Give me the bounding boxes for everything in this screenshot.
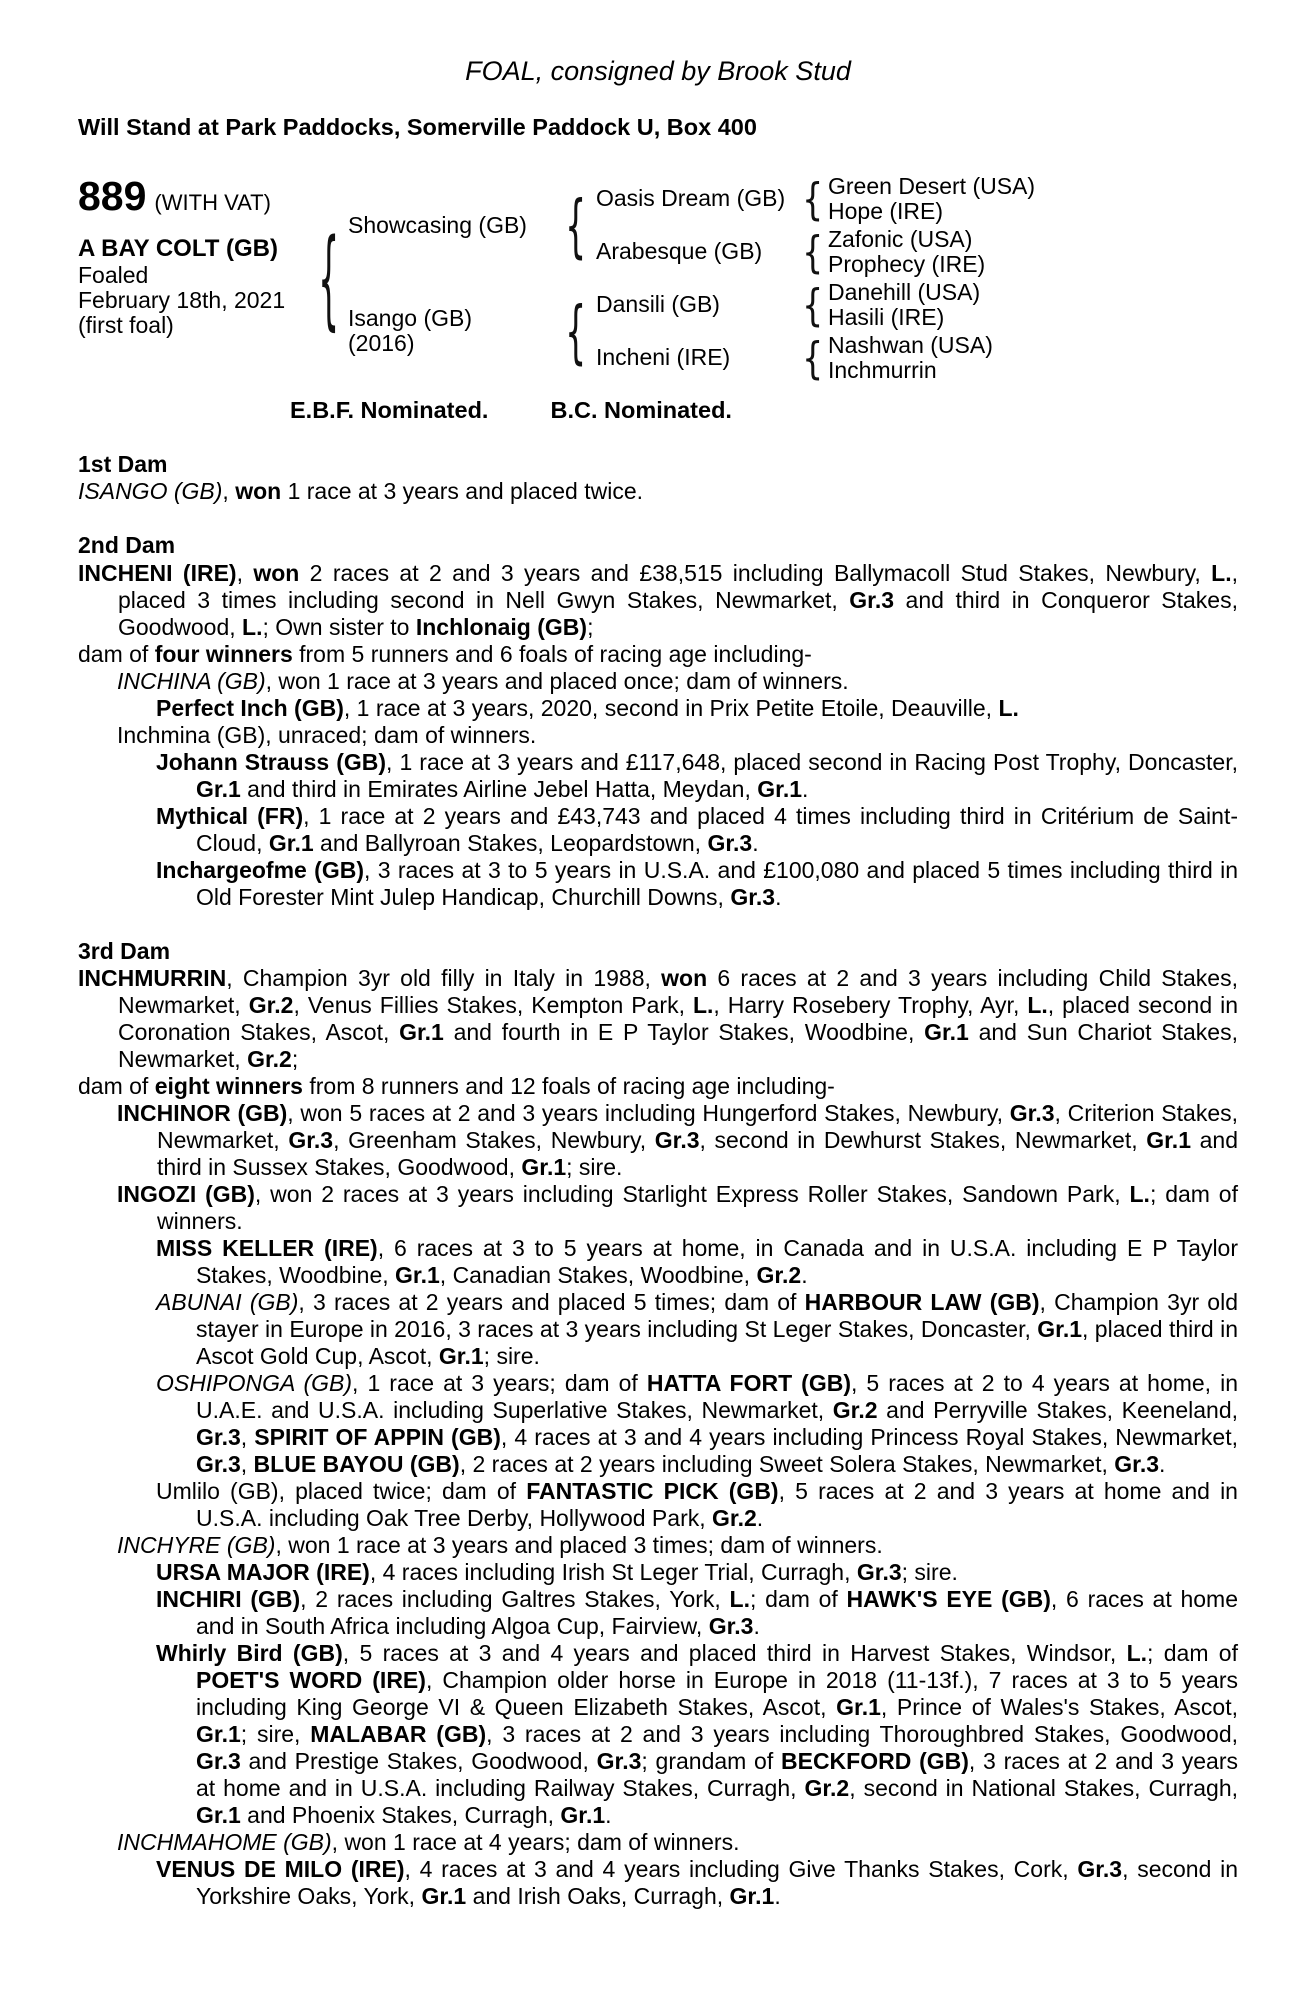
text-run: ,: [240, 1450, 254, 1477]
text-run: , 1 race at 3 years, 2020, second in Prix Petite Etoile, Deauville,: [343, 694, 999, 721]
pedigree-paragraph: [78, 1478, 1238, 1532]
text-run: FANTASTIC PICK (GB): [526, 1477, 779, 1504]
text-run: Gr.1: [399, 1018, 444, 1045]
pedigree-paragraph: [78, 1289, 1238, 1370]
dam-dam-sire-name: Nashwan (USA): [828, 331, 993, 358]
text-run: and third in Sussex Stakes, Goodwood,: [157, 1126, 1238, 1180]
stand-location: Will Stand at Park Paddocks, Somerville Paddock U, Box 400: [78, 113, 757, 140]
pedigree-paragraph: [78, 1532, 1238, 1559]
brace-dam-sire-parents: [798, 280, 828, 330]
text-run: , won 1 race at 4 years; dam of winners.: [331, 1828, 740, 1855]
text-run: , 3 races at 2 and 3 years including Thoroughbred Stakes, Goodwood,: [486, 1720, 1239, 1747]
text-run: INCHINA (GB): [117, 667, 266, 694]
text-run: , second in Dewhurst Stakes, Newmarket,: [699, 1126, 1147, 1153]
text-run: , 4 races including Irish St Leger Trial, Curragh,: [369, 1558, 857, 1585]
pedigree-paragraph: [78, 1100, 1238, 1181]
text-run: INCHENI (IRE): [78, 559, 237, 586]
text-run: , 6 races at 3 to 5 years at home, in Canada and in U.S.A. including E P Taylor Stakes, Woodbine,: [196, 1234, 1239, 1288]
text-run: BECKFORD (GB): [781, 1747, 969, 1774]
pedigree-sire: [348, 174, 556, 277]
text-run: INGOZI (GB): [117, 1180, 255, 1207]
text-run: Gr.1: [268, 829, 314, 856]
text-run: Gr.1: [421, 1882, 467, 1909]
section-heading: 3rd Dam: [78, 937, 171, 964]
text-run: Perfect Inch (GB): [156, 694, 344, 721]
text-run: , won 2 races at 3 years including Starlight Express Roller Stakes, Sandown Park,: [254, 1180, 1130, 1207]
text-run: Gr.1: [1037, 1315, 1083, 1342]
pedigree-sire-sire: [596, 174, 798, 224]
text-run: L.: [1129, 1180, 1150, 1207]
text-run: and third in Conqueror Stakes, Goodwood,: [118, 586, 1238, 640]
text-run: Gr.3: [196, 1450, 241, 1477]
text-run: Gr.3: [856, 1558, 902, 1585]
horse-name: A BAY COLT (GB): [78, 234, 279, 262]
lot-number: 889: [78, 172, 147, 219]
text-run: Gr.2: [248, 991, 294, 1018]
sire-dam-name: Arabesque (GB): [596, 238, 763, 265]
text-run: Gr.3: [196, 1423, 241, 1450]
text-run: Gr.2: [756, 1261, 802, 1288]
text-run: , Champion 3yr old stayer in Europe in 2016, 3 races at 3 years including St Leger Stakes, Doncaster,: [196, 1288, 1239, 1342]
pedigree-ggp-pair-1: [828, 174, 1238, 224]
pedigree-dam-sire: [596, 280, 798, 330]
text-run: INCHIRI (GB): [156, 1585, 301, 1612]
pedigree-paragraph: [78, 749, 1238, 803]
text-run: , 4 races at 3 and 4 years including Give Thanks Stakes, Cork,: [404, 1855, 1078, 1882]
pedigree-ggp-pair-2: [828, 227, 1238, 277]
text-run: .: [801, 1261, 808, 1288]
text-run: , Criterion Stakes, Newmarket,: [157, 1099, 1238, 1153]
text-run: , Canadian Stakes, Woodbine,: [439, 1261, 757, 1288]
brace-parents: [310, 174, 348, 383]
text-run: Gr.3: [596, 1747, 642, 1774]
sire-dam-sire-name: Zafonic (USA): [828, 225, 973, 252]
text-run: Gr.1: [757, 775, 803, 802]
text-run: Gr.3: [730, 883, 776, 910]
brace-dam-parents: [556, 280, 596, 383]
pedigree-table: [78, 174, 1238, 383]
text-run: and Phoenix Stakes, Curragh,: [240, 1801, 561, 1828]
text-run: , won 1 race at 3 years and placed once; dam of winners.: [265, 667, 849, 694]
text-run: Gr.3: [654, 1126, 700, 1153]
text-run: Gr.2: [832, 1396, 878, 1423]
text-run: ; grandam of: [641, 1747, 781, 1774]
text-run: , 3 races at 2 years and placed 5 times; dam of: [298, 1288, 805, 1315]
text-run: dam of: [78, 640, 155, 667]
text-run: , 1 race at 2 years and £43,743 and placed 4 times including third in Critérium de Saint-Cloud,: [196, 802, 1239, 856]
text-run: , won 1 race at 3 years and placed 3 times; dam of winners.: [275, 1531, 883, 1558]
text-run: .: [774, 1882, 781, 1909]
text-run: ; Own sister to: [262, 613, 416, 640]
dam-name: Isango (GB): [348, 305, 472, 332]
dam-sire-name: Dansili (GB): [596, 291, 720, 318]
dam-dam-dam-name: Inchmurrin: [828, 356, 937, 383]
dam-year: (2016): [348, 330, 415, 357]
text-run: Gr.1: [1146, 1126, 1191, 1153]
text-run: VENUS DE MILO (IRE): [156, 1855, 405, 1882]
pedigree-paragraph: [78, 695, 1238, 722]
text-run: URSA MAJOR (IRE): [156, 1558, 370, 1585]
text-run: and third in Emirates Airline Jebel Hatta, Meydan,: [240, 775, 758, 802]
text-run: HARBOUR LAW (GB): [804, 1288, 1040, 1315]
pedigree-paragraph: [78, 965, 1238, 1073]
pedigree-sections: [78, 451, 1238, 1909]
text-run: , second in Yorkshire Oaks, York,: [196, 1855, 1238, 1909]
text-run: and Irish Oaks, Curragh,: [466, 1882, 730, 1909]
brace-dam-dam-parents: [798, 333, 828, 383]
text-run: , second in National Stakes, Curragh,: [849, 1774, 1238, 1801]
text-run: , 5 races at 2 and 3 years at home and in U.S.A. including Oak Tree Derby, Hollywood Park,: [196, 1477, 1238, 1531]
text-run: 1 race at 3 years and placed twice.: [281, 478, 643, 505]
text-run: Gr.3: [288, 1126, 334, 1153]
text-run: ;: [291, 1045, 299, 1072]
text-run: Inchargeofme (GB): [156, 856, 364, 883]
text-run: , 5 races at 2 to 4 years at home, in U.A.E. and U.S.A. including Superlative Stakes, Newmarket,: [196, 1369, 1239, 1423]
pedigree-paragraph: [78, 641, 1238, 668]
section-heading: 2nd Dam: [78, 532, 176, 559]
text-run: ; sire.: [566, 1153, 623, 1180]
text-run: ABUNAI (GB): [156, 1288, 299, 1315]
pedigree-ggp-pair-3: [828, 280, 1238, 330]
text-run: L.: [1211, 559, 1232, 586]
text-run: Johann Strauss (GB): [156, 748, 387, 775]
text-run: Gr.1: [560, 1801, 606, 1828]
ebf-nominated-label: E.B.F. Nominated.: [290, 396, 489, 423]
text-run: INCHINOR (GB): [117, 1099, 288, 1126]
text-run: Gr.1: [196, 1720, 241, 1747]
text-run: Gr.1: [196, 1801, 241, 1828]
text-run: and Sun Chariot Stakes, Newmarket,: [118, 1018, 1238, 1072]
dam-sire-sire-name: Danehill (USA): [828, 278, 981, 305]
text-run: eight winners: [154, 1072, 303, 1099]
pedigree-paragraph: [78, 1640, 1238, 1829]
text-run: MALABAR (GB): [310, 1720, 487, 1747]
nominations-line: [290, 397, 1238, 425]
text-run: ,: [236, 559, 254, 586]
pedigree-paragraph: [78, 1856, 1238, 1910]
pedigree-paragraph: [78, 560, 1238, 641]
text-run: ; dam of: [749, 1585, 847, 1612]
text-run: HATTA FORT (GB): [646, 1369, 851, 1396]
text-run: HAWK'S EYE (GB): [846, 1585, 1051, 1612]
text-run: INCHMAHOME (GB): [117, 1828, 332, 1855]
text-run: Gr.3: [1114, 1450, 1160, 1477]
text-run: .: [1159, 1450, 1166, 1477]
text-run: .: [756, 1504, 764, 1531]
text-run: L.: [1126, 1639, 1148, 1666]
foaled-label: Foaled: [78, 261, 149, 288]
text-run: , 2 races at 2 years including Sweet Solera Stakes, Newmarket,: [459, 1450, 1115, 1477]
text-run: .: [605, 1801, 612, 1828]
text-run: Gr.2: [712, 1504, 757, 1531]
brace-sire-dam-parents: [798, 227, 828, 277]
text-run: ; sire.: [483, 1342, 540, 1369]
text-run: , placed second in Coronation Stakes, Ascot,: [118, 991, 1238, 1045]
text-run: .: [775, 883, 782, 910]
text-run: won: [661, 964, 708, 991]
text-run: Whirly Bird (GB): [156, 1639, 343, 1666]
text-run: Mythical (FR): [156, 802, 304, 829]
text-run: Gr.3: [708, 1612, 754, 1639]
text-run: 6 races at 2 and 3 years including Child Stakes, Newmarket,: [118, 964, 1238, 1018]
text-run: , 3 races at 3 to 5 years in U.S.A. and £100,080 and placed 5 times including third in Old Forester Mint Julep Handicap, Churchill Downs,: [196, 856, 1238, 910]
text-run: ; sire.: [901, 1558, 958, 1585]
consignment-title: FOAL, consigned by Brook Stud: [465, 56, 851, 86]
text-run: , Venus Fillies Stakes, Kempton Park,: [293, 991, 693, 1018]
text-run: four winners: [154, 640, 293, 667]
text-run: INCHYRE (GB): [117, 1531, 276, 1558]
brace-sire-sire-parents: [798, 174, 828, 224]
text-run: Gr.1: [924, 1018, 969, 1045]
text-run: ; dam of winners.: [157, 1180, 1238, 1234]
text-run: Gr.1: [836, 1693, 881, 1720]
text-run: , won 5 races at 2 and 3 years including Hungerford Stakes, Newbury,: [287, 1099, 1010, 1126]
pedigree-paragraph: [78, 668, 1238, 695]
text-run: INCHMURRIN: [78, 964, 227, 991]
dam-dam-name: Incheni (IRE): [596, 344, 731, 371]
pedigree-paragraph: [78, 803, 1238, 857]
pedigree-paragraph: [78, 1559, 1238, 1586]
text-run: Inchmina (GB), unraced; dam of winners.: [117, 721, 537, 748]
text-run: L.: [1027, 991, 1048, 1018]
text-run: Gr.3: [196, 1747, 241, 1774]
text-run: L.: [998, 694, 1019, 721]
text-run: from 8 runners and 12 foals of racing age including-: [302, 1072, 835, 1099]
text-run: L.: [242, 613, 263, 640]
text-run: Gr.2: [804, 1774, 850, 1801]
text-run: 2 races at 2 and 3 years and £38,515 including Ballymacoll Stud Stakes, Newbury,: [299, 559, 1212, 586]
lot-number-line: [78, 172, 310, 219]
text-run: , placed 3 times including second in Nell Gwyn Stakes, Newmarket,: [118, 559, 1238, 613]
text-run: Gr.1: [729, 1882, 775, 1909]
text-run: ,: [240, 1423, 255, 1450]
text-run: L.: [692, 991, 714, 1018]
text-run: Gr.3: [1077, 1855, 1123, 1882]
pedigree-sire-dam: [596, 227, 798, 277]
sire-sire-dam-name: Hope (IRE): [828, 197, 944, 224]
text-run: , 2 races including Galtres Stakes, York,: [300, 1585, 730, 1612]
sire-name: Showcasing (GB): [348, 211, 527, 238]
text-run: and Prestige Stakes, Goodwood,: [240, 1747, 597, 1774]
first-foal-note: (first foal): [78, 311, 174, 338]
text-run: and fourth in E P Taylor Stakes, Woodbine,: [443, 1018, 925, 1045]
section-heading: 1st Dam: [78, 451, 168, 478]
pedigree-paragraph: [78, 1586, 1238, 1640]
sire-sire-sire-name: Green Desert (USA): [828, 172, 1036, 199]
text-run: SPIRIT OF APPIN (GB): [254, 1423, 501, 1450]
pedigree-ggp-pair-4: [828, 333, 1238, 383]
text-run: .: [752, 829, 759, 856]
text-run: MISS KELLER (IRE): [156, 1234, 378, 1261]
text-run: BLUE BAYOU (GB): [253, 1450, 460, 1477]
lot-vat-note: (WITH VAT): [154, 189, 271, 215]
text-run: won: [253, 559, 300, 586]
text-run: L.: [729, 1585, 750, 1612]
text-run: ,: [222, 478, 236, 505]
text-run: Gr.1: [438, 1342, 484, 1369]
text-run: Gr.1: [521, 1153, 567, 1180]
text-run: , Harry Rosebery Trophy, Ayr,: [713, 991, 1028, 1018]
text-run: , 4 races at 3 and 4 years including Princess Royal Stakes, Newmarket,: [500, 1423, 1239, 1450]
text-run: .: [753, 1612, 760, 1639]
text-run: , Champion older horse in Europe in 2018 (11-13f.), 7 races at 3 to 5 years including King George VI & Queen Elizabeth Stakes, Ascot,: [196, 1666, 1238, 1720]
bc-nominated-label: B.C. Nominated.: [550, 396, 732, 423]
pedigree-paragraph: [78, 1181, 1238, 1235]
text-run: Inchlonaig (GB): [415, 613, 588, 640]
pedigree-paragraph: [78, 1829, 1238, 1856]
text-run: OSHIPONGA (GB): [156, 1369, 353, 1396]
text-run: , 1 race at 3 years; dam of: [352, 1369, 647, 1396]
text-run: , placed third in Ascot Gold Cup, Ascot,: [196, 1315, 1239, 1369]
pedigree-dam-dam: [596, 333, 798, 383]
foaled-date: February 18th, 2021: [78, 286, 286, 313]
pedigree-paragraph: [78, 478, 1238, 505]
text-run: ISANGO (GB): [78, 478, 223, 505]
text-run: from 5 runners and 6 foals of racing age including-: [292, 640, 812, 667]
text-run: ;: [587, 613, 594, 640]
text-run: ; sire,: [240, 1720, 311, 1747]
text-run: Gr.3: [707, 829, 753, 856]
text-run: , Prince of Wales's Stakes, Ascot,: [880, 1693, 1238, 1720]
text-run: , 5 races at 3 and 4 years and placed third in Harvest Stakes, Windsor,: [342, 1639, 1127, 1666]
text-run: , 1 race at 3 years and £117,648, placed second in Racing Post Trophy, Doncaster,: [386, 748, 1238, 775]
sire-dam-dam-name: Prophecy (IRE): [828, 250, 986, 277]
text-run: Gr.1: [395, 1261, 440, 1288]
text-run: POET'S WORD (IRE): [196, 1666, 426, 1693]
text-run: and Perryville Stakes, Keeneland,: [877, 1396, 1239, 1423]
pedigree-paragraph: [78, 1235, 1238, 1289]
text-run: .: [802, 775, 809, 802]
lot-info: [78, 174, 310, 383]
text-run: Gr.2: [247, 1045, 292, 1072]
text-run: , Champion 3yr old filly in Italy in 1988,: [226, 964, 662, 991]
sire-sire-name: Oasis Dream (GB): [596, 185, 786, 212]
text-run: and Ballyroan Stakes, Leopardstown,: [313, 829, 708, 856]
text-run: Umlilo (GB), placed twice; dam of: [156, 1477, 527, 1504]
pedigree-paragraph: [78, 1370, 1238, 1478]
text-run: , Greenham Stakes, Newbury,: [333, 1126, 655, 1153]
pedigree-paragraph: [78, 1073, 1238, 1100]
dam-sire-dam-name: Hasili (IRE): [828, 303, 945, 330]
text-run: Gr.3: [1009, 1099, 1055, 1126]
pedigree-paragraph: [78, 857, 1238, 911]
text-run: dam of: [78, 1072, 155, 1099]
text-run: ; dam of: [1147, 1639, 1238, 1666]
text-run: Gr.3: [849, 586, 895, 613]
brace-sire-parents: [556, 174, 596, 277]
text-run: Gr.1: [196, 775, 241, 802]
pedigree-dam: [348, 280, 556, 383]
text-run: , 3 races at 2 and 3 years at home and in U.S.A. including Railway Stakes, Curragh,: [196, 1747, 1238, 1801]
text-run: , 6 races at home and in South Africa including Algoa Cup, Fairview,: [196, 1585, 1239, 1639]
text-run: won: [235, 478, 282, 505]
pedigree-paragraph: [78, 722, 1238, 749]
